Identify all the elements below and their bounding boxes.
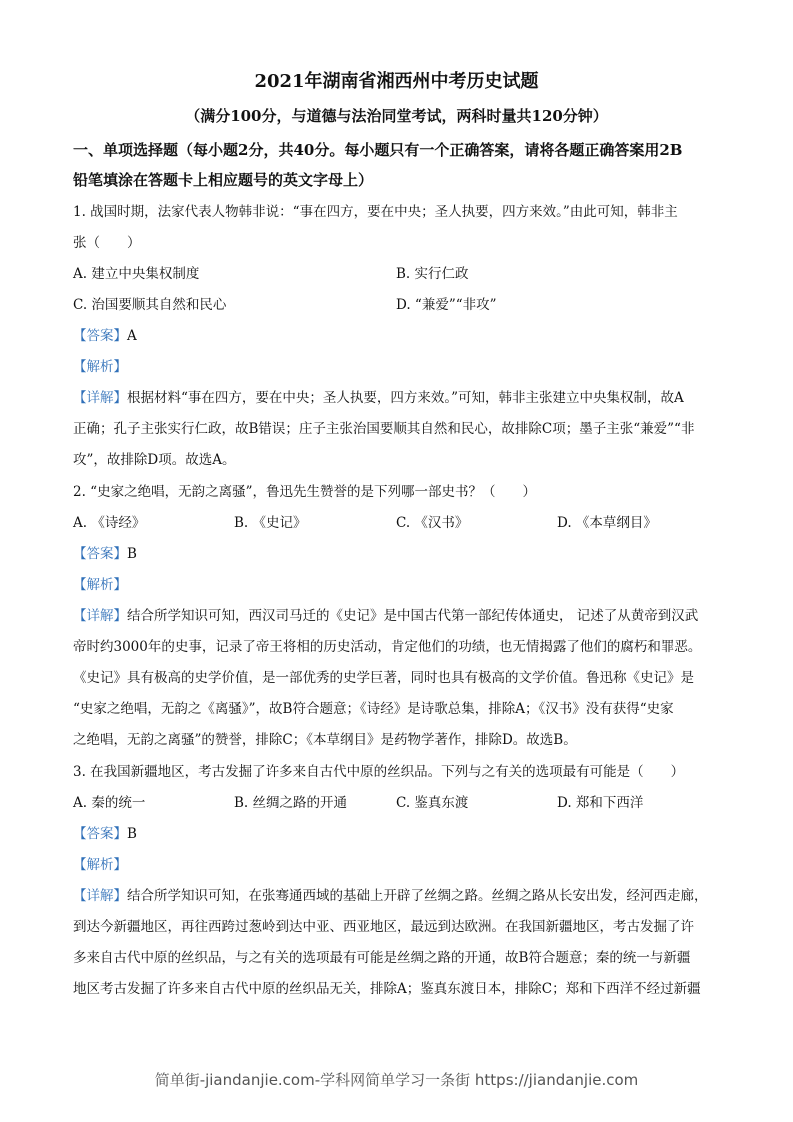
q3-option-c: C. 鉴真东渡 (396, 795, 469, 811)
q1-answer (73, 326, 733, 346)
q3-option-d: D. 郑和下西洋 (557, 795, 644, 811)
detail-text: 结合所学知识可知，在张骞通西域的基础上开辟了丝绸之路。丝绸之路从长安出发，经河西走廊， (127, 888, 708, 904)
detail-tag: 【详解】 (73, 608, 127, 624)
q3-option-b: B. 丝绸之路的开通 (234, 795, 348, 811)
q3-analysis (73, 855, 733, 875)
analysis-tag: 【解析】 (73, 577, 127, 593)
q3-option-a: A. 秦的统一 (73, 795, 146, 811)
q1-detail-line-1 (73, 388, 733, 408)
q2-stem: 2. “史家之绝唱，无韵之离骚”，鲁迅先生赞誉的是下列哪一部史书？（ ） (73, 484, 536, 500)
q3-detail-line-2: 到达今新疆地区，再往西跨过葱岭到达中亚、西亚地区，最远到达欧洲。在我国新疆地区，考古发掘了许 (73, 919, 694, 935)
q1-option-b: B. 实行仁政 (396, 266, 469, 282)
answer-value: B (127, 546, 137, 562)
q3-answer (73, 824, 733, 844)
answer-value: A (127, 328, 137, 344)
q2-option-d: D. 《本草纲目》 (557, 515, 657, 531)
detail-tag: 【详解】 (73, 888, 127, 904)
section-heading-line-2: 铅笔填涂在答题卡上相应题号的英文字母上） (73, 171, 374, 189)
q3-detail-line-3: 多来自古代中原的丝织品，与之有关的选项最有可能是丝绸之路的开通，故B符合题意；秦的统一与新疆 (73, 950, 691, 966)
q1-analysis (73, 357, 733, 377)
q2-detail-line-1 (73, 606, 733, 626)
answer-tag: 【答案】 (73, 328, 127, 344)
q2-detail-line-5: 之绝唱，无韵之离骚”的赞誉，排除C；《本草纲目》是药物学著作，排除D。故选B。 (73, 732, 577, 748)
page-subtitle: （满分100分，与道德与法治同堂考试，两科时量共120分钟） (185, 107, 608, 125)
q1-option-a: A. 建立中央集权制度 (73, 266, 200, 282)
q2-option-b: B. 《史记》 (234, 515, 307, 531)
page-title: 2021年湖南省湘西州中考历史试题 (254, 71, 539, 92)
q1-option-d: D. “兼爱”“非攻” (396, 297, 497, 313)
q2-detail-line-4: “史家之绝唱，无韵之《离骚》”，故B符合题意；《诗经》是诗歌总集，排除A；《汉书》没有获得“史家 (73, 701, 674, 717)
q1-option-c: C. 治国要顺其自然和民心 (73, 297, 227, 313)
q3-detail-line-1 (73, 886, 733, 906)
analysis-tag: 【解析】 (73, 857, 127, 873)
q1-detail-line-2: 正确；孔子主张实行仁政，故B错误；庄子主张治国要顺其自然和民心，故排除C项；墨子主张“兼爱”“非 (73, 421, 695, 437)
q2-option-c: C. 《汉书》 (396, 515, 469, 531)
answer-tag: 【答案】 (73, 546, 127, 562)
detail-text: 根据材料“事在四方，要在中央；圣人执要，四方来效。”可知，韩非主张建立中央集权制，故A (127, 390, 684, 406)
q1-stem-line-2: 张（ ） (73, 235, 141, 251)
detail-text: 结合所学知识可知，西汉司马迁的《史记》是中国古代第一部纪传体通史， 记述了从黄帝到汉武 (127, 608, 699, 624)
detail-tag: 【详解】 (73, 390, 127, 406)
q3-stem: 3. 在我国新疆地区，考古发掘了许多来自古代中原的丝织品。下列与之有关的选项最有可能是（ ） (73, 764, 685, 780)
q2-option-a: A. 《诗经》 (73, 515, 146, 531)
q2-analysis (73, 575, 733, 595)
q3-detail-line-4: 地区考古发掘了许多来自古代中原的丝织品无关，排除A；鉴真东渡日本，排除C；郑和下西洋不经过新疆 (73, 981, 701, 997)
section-heading-line-1: 一、单项选择题（每小题2分，共40分。每小题只有一个正确答案，请将各题正确答案用2B (73, 141, 683, 159)
answer-tag: 【答案】 (73, 826, 127, 842)
answer-value: B (127, 826, 137, 842)
q2-answer (73, 544, 733, 564)
q1-detail-line-3: 攻”，故排除D项。故选A。 (73, 452, 236, 468)
q1-stem-line-1: 1. 战国时期，法家代表人物韩非说：“事在四方，要在中央；圣人执要，四方来效。”由此可知，韩非主 (73, 204, 678, 220)
page-footer: 简单街-jiandanjie.com-学科网简单学习一条街 https://jiandanjie.com (154, 1071, 639, 1089)
q2-detail-line-2: 帝时约3000年的史事，记录了帝王将相的历史活动，肯定他们的功绩，也无情揭露了他们的腐朽和罪恶。 (73, 639, 702, 655)
analysis-tag: 【解析】 (73, 359, 127, 375)
q2-detail-line-3: 《史记》具有极高的史学价值，是一部优秀的史学巨著，同时也具有极高的文学价值。鲁迅称《史记》是 (73, 670, 694, 686)
